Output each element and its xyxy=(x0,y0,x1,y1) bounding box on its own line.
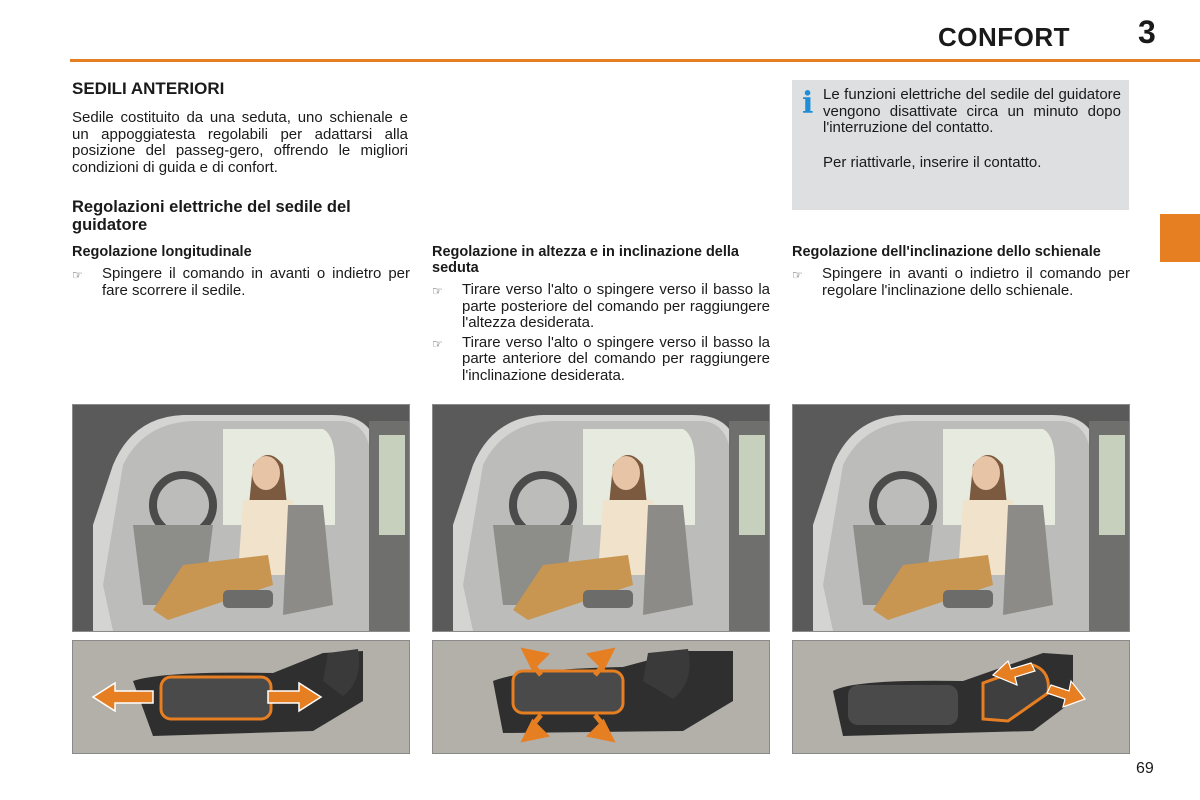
intro-paragraph: Sedile costituito da una seduta, uno schienale e un appoggiatesta regolabili per adattarsi alla posizione del passeg-gero, offrendo le migliori condizioni di guida e di confort. xyxy=(72,109,408,176)
column-heading: Regolazione in altezza e in inclinazione della seduta xyxy=(432,244,739,276)
chapter-number: 3 xyxy=(1138,14,1156,50)
car-interior-image xyxy=(433,405,769,631)
pointing-hand-icon: ☞ xyxy=(792,268,803,282)
driver-seat-illustration xyxy=(792,404,1130,632)
list-item-text: Tirare verso l'alto o spingere verso il basso la parte anteriore del comando per raggiungere l'inclinazione desiderata. xyxy=(462,333,770,384)
column-heading: Regolazione dell'inclinazione dello schienale xyxy=(792,244,1101,260)
column-heading: Regolazione longitudinale xyxy=(72,244,252,260)
driver-seat-illustration xyxy=(72,404,410,632)
column-height-tilt xyxy=(432,244,770,387)
list-item xyxy=(72,266,410,299)
header-rule xyxy=(70,59,1200,62)
height-tilt-control-detail xyxy=(432,640,770,754)
info-paragraph-2: Per riattivarle, inserire il contatto. xyxy=(823,154,1042,171)
section-title: SEDILI ANTERIORI xyxy=(72,79,225,98)
seat-control-image xyxy=(793,641,1129,753)
seat-control-image xyxy=(433,641,769,753)
info-box xyxy=(792,80,1129,210)
list-item-text: Tirare verso l'alto o spingere verso il basso la parte posteriore del comando per raggiungere l'altezza desiderata. xyxy=(462,281,770,331)
chapter-side-tab xyxy=(1160,214,1200,262)
page-number: 69 xyxy=(1136,760,1154,777)
list-item xyxy=(432,282,770,332)
list-item xyxy=(792,266,1130,299)
pointing-hand-icon: ☞ xyxy=(72,268,83,282)
driver-seat-illustration xyxy=(432,404,770,632)
list-item-text: Spingere in avanti o indietro il comando per regolare l'inclinazione dello schienale. xyxy=(822,265,1130,299)
column-backrest xyxy=(792,244,1130,302)
info-icon: i xyxy=(802,86,814,121)
list-item xyxy=(432,335,770,385)
chapter-title: CONFORT xyxy=(938,22,1071,52)
info-paragraph-1: Le funzioni elettriche del sedile del guidatore vengono disattivate circa un minuto dopo l'interruzione del contatto. xyxy=(823,86,1121,136)
seat-control-image xyxy=(73,641,409,753)
backrest-control-detail xyxy=(792,640,1130,754)
section-subtitle: Regolazioni elettriche del sedile del guidatore xyxy=(72,198,351,234)
longitudinal-control-detail xyxy=(72,640,410,754)
pointing-hand-icon: ☞ xyxy=(432,336,443,351)
list-item-text: Spingere il comando in avanti o indietro per fare scorrere il sedile. xyxy=(102,265,410,299)
pointing-hand-icon: ☞ xyxy=(432,284,443,298)
column-longitudinal xyxy=(72,244,410,302)
car-interior-image xyxy=(793,405,1129,631)
car-interior-image xyxy=(73,405,409,631)
